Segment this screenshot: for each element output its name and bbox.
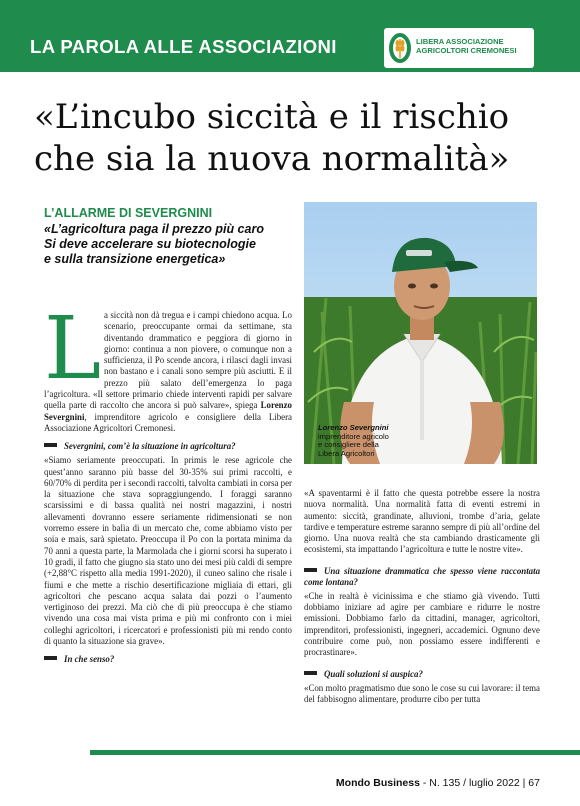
question-2 <box>44 654 292 665</box>
interviewee-name: Lorenzo Severgnini <box>44 400 292 422</box>
intro-text-b: , imprenditore agricolo e consigliere della Libera Associazione Agricoltori Cremonesi. <box>44 411 292 433</box>
question-marker-icon <box>44 656 57 660</box>
caption-role-2: e consigliere della <box>318 440 379 450</box>
photo-caption <box>318 424 438 458</box>
caption-role-3: Libera Agricoltori <box>318 448 375 458</box>
question-3-text: Una situazione drammatica che spesso viene raccontata come lontana? <box>304 565 540 587</box>
answer-3: «Che in realtà è vicinissima e che stiamo già vivendo. Tutti dobbiamo iniziare ad agire per cambiare e ridurre le nostre emissioni. Dobbiamo farlo da cittadini, manager, agricoltori, imprenditori, professionisti, ingegneri, accademici. Ognuno deve contribuire come può, non possiamo essere indifferenti e procrastinare». <box>304 590 540 658</box>
question-3 <box>304 566 540 588</box>
subhead-line-2: Si deve accelerare su biotecnologie <box>44 237 256 251</box>
answer-2: «A spaventarmi è il fatto che questa potrebbe essere la nostra nuova normalità. Una normalità fatta di eventi estremi in aumento: siccità, grandinate, alluvioni, trombe d’aria, gelate tardive e temperature estreme saranno sempre di più all’ordine del giorno. Una nuova realtà che sta cambiando drasticamente gli ecosistemi, sta impattando l’agricoltura e tutte le nostre vite». <box>304 488 540 555</box>
answer-4: «Con molto pragmatismo due sono le cose su cui lavorare: il tema del fabbisogno alimentare, produrre cibo per tutta <box>304 682 540 704</box>
logo-text <box>416 37 517 55</box>
intro-paragraph <box>44 299 292 434</box>
article-kicker: L’ALLARME DI SEVERGNINI <box>44 206 213 220</box>
footer-rule <box>90 750 580 755</box>
caption-name: Lorenzo Severgnini <box>318 423 389 432</box>
logo-line-2: AGRICOLTORI CREMONESI <box>416 46 517 55</box>
drop-cap: L <box>44 299 102 399</box>
article-column-2 <box>304 488 540 705</box>
subhead-line-3: e sulla transizione energetica» <box>44 252 226 266</box>
headline-line-2: che sia la nuova normalità» <box>34 139 510 179</box>
question-1 <box>44 441 292 452</box>
question-1-text: Severgnini, com’è la situazione in agricoltura? <box>64 441 236 452</box>
article-headline <box>34 96 554 180</box>
article-column-1 <box>44 299 292 668</box>
section-title: LA PAROLA ALLE ASSOCIAZIONI <box>30 36 337 57</box>
question-marker-icon <box>44 443 57 447</box>
issue-info: - N. 135 / luglio 2022 | 67 <box>419 777 540 789</box>
page-footer <box>336 777 540 789</box>
caption-role-1: imprenditore agricolo <box>318 431 389 441</box>
association-logo <box>384 28 534 68</box>
intro-text-a: a siccità non dà tregua e i campi chiedono acqua. Lo scenario, preoccupante ormai da settimane, sta diventando drammatico e peggiora di giorno in giorno: continua a non piovere, o comunque non a sufficienza, il Po scende ancora, i rilasci dagli invasi non bastano e i canali sono sempre più asciutti. E il prezzo più salato dell’emergenza lo paga l’agricoltura. «Il settore primario chiede interventi rapidi per salvare quella parte di raccolto che ancora si può salvare», spiega <box>44 310 292 411</box>
logo-line-1: LIBERA ASSOCIAZIONE <box>416 37 504 46</box>
wheat-logo-icon <box>388 32 412 64</box>
headline-line-1: «L’incubo siccità e il rischio <box>34 97 510 137</box>
magazine-name: Mondo Business <box>335 777 420 789</box>
question-marker-icon <box>304 671 317 675</box>
question-4 <box>304 669 540 680</box>
answer-1: «Siamo seriamente preoccupati. In primis le rese agricole che quest’anno saranno più basse del 30-35% sui primi raccolti, e 60/70% di perdita per i secondi raccolti, talvolta cambiati in corsa per la situazione che stava sopraggiungendo. I foraggi saranno scarsissimi e di bassa qualità nei nostri magazzini, i nostri allevamenti dovranno essere seriamente ridimensionati se non vorremo essere in balìa di un mercato che, come abbiamo visto per soia e mais, sarà spietato. Preoccupa il Po con la portata minima da 70 anni a questa parte, la Marmolada che i giorni scorsi ha superato i 10 gradi, il fatto che giugno sia stato uno dei mesi più caldi di sempre (+2,88°C rispetto alla media 1991-2020), il cuneo salino che risale i fiumi e che mette a rischio desertificazione migliaia di ettari, gli agricoltori che pescano acqua salata dai pozzi o l’aumento vertiginoso dei prezzi. Ma ciò che di più preoccupa è che stiamo vivendo una cosa mai vista prima e più mi confronto con i miei colleghi agricoltori, i ricercatori e professionisti più mi rendo conto di quanto la situazione sia grave». <box>44 455 292 647</box>
question-marker-icon <box>304 568 317 572</box>
question-2-text: In che senso? <box>64 654 115 665</box>
question-4-text: Quali soluzioni si auspica? <box>324 668 423 679</box>
subhead-line-1: «L’agricoltura paga il prezzo più caro <box>44 222 264 236</box>
article-subhead <box>44 222 284 267</box>
